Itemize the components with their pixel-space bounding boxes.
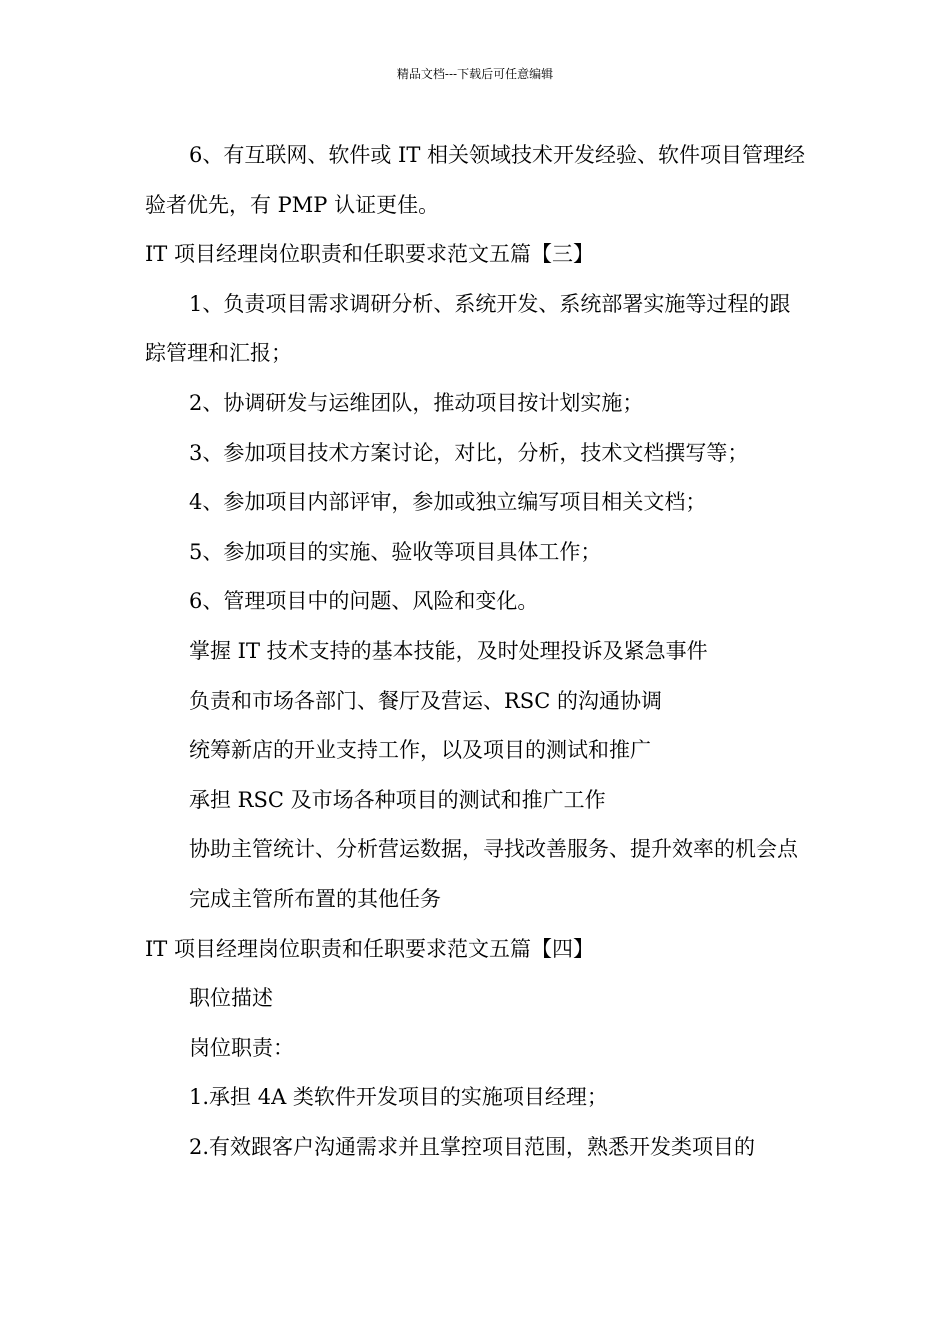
paragraph: 5、参加项目的实施、验收等项目具体工作； bbox=[189, 539, 602, 564]
paragraph: 2.有效跟客户沟通需求并且掌控项目范围，熟悉开发类项目的 bbox=[189, 1134, 756, 1159]
paragraph: 2、协调研发与运维团队，推动项目按计划实施； bbox=[189, 390, 644, 415]
page-header: 精品文档---下载后可任意编辑 bbox=[396, 67, 554, 81]
paragraph: 掌握 IT 技术支持的基本技能，及时处理投诉及紧急事件 bbox=[189, 638, 708, 663]
paragraph: 统筹新店的开业支持工作，以及项目的测试和推广 bbox=[189, 738, 651, 763]
paragraph: 完成主管所布置的其他任务 bbox=[189, 886, 441, 911]
paragraph: 负责和市场各部门、餐厅及营运、RSC 的沟通协调 bbox=[189, 688, 662, 713]
paragraph: 岗位职责： bbox=[189, 1035, 294, 1060]
paragraph: 6、有互联网、软件或 IT 相关领域技术开发经验、软件项目管理经验者优先，有 PMP 认证更佳。 bbox=[145, 143, 806, 217]
document-body bbox=[145, 131, 810, 1172]
paragraph: 6、管理项目中的问题、风险和变化。 bbox=[189, 589, 539, 614]
section-heading: IT 项目经理岗位职责和任职要求范文五篇【四】 bbox=[145, 936, 594, 961]
paragraph: 3、参加项目技术方案讨论，对比，分析，技术文档撰写等； bbox=[189, 440, 749, 465]
paragraph: 职位描述 bbox=[189, 986, 273, 1011]
paragraph: 承担 RSC 及市场各种项目的测试和推广工作 bbox=[189, 787, 606, 812]
paragraph: 协助主管统计、分析营运数据，寻找改善服务、提升效率的机会点 bbox=[189, 837, 798, 862]
paragraph: 4、参加项目内部评审，参加或独立编写项目相关文档； bbox=[189, 490, 707, 515]
paragraph: 1.承担 4A 类软件开发项目的实施项目经理； bbox=[189, 1085, 608, 1110]
section-heading: IT 项目经理岗位职责和任职要求范文五篇【三】 bbox=[145, 242, 594, 267]
paragraph: 1、负责项目需求调研分析、系统开发、系统部署实施等过程的跟踪管理和汇报； bbox=[145, 291, 791, 366]
